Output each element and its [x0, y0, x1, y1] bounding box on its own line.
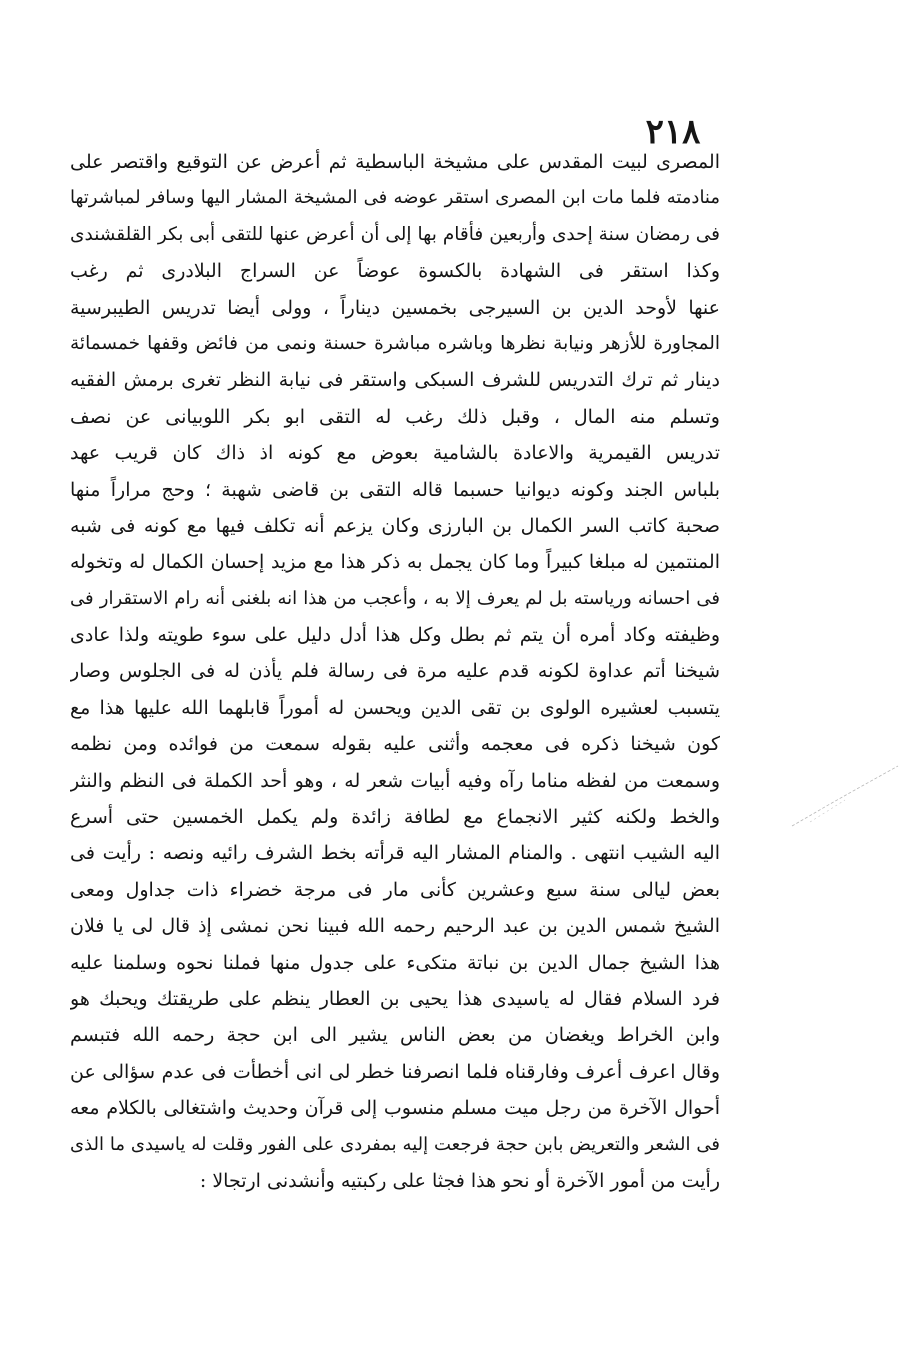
text-line: بلباس الجند وكونه ديوانيا حسبما قاله التقى بن قاضى شهبة ؛ وحج مراراً منها	[70, 478, 720, 501]
text-line: المصرى لبيت المقدس على مشيخة الباسطية ثم أعرض عن التوقيع واقتصر على	[70, 151, 720, 173]
text-line: وقال اعرف أعرف وفارقناه فلما انصرفنا خطر لى انى أخطأت فى عدم سؤالى عن	[70, 1060, 720, 1083]
text-line: فى احسانه ورياسته بل لم يعرف إلا به ، وأعجب من هذا انه بلغنى أنه رام الاستقرار فى	[70, 587, 720, 609]
text-line: منادمته فلما مات ابن المصرى استقر عوضه فى المشيخة المشار اليها وسافر لمباشرتها	[70, 187, 720, 209]
text-line: فى رمضان سنة إحدى وأربعين فأقام بها إلى أن أعرض عنها للتقى أبى بكر القلقشندى	[70, 223, 720, 245]
text-line: فرد السلام فقال له ياسيدى هذا يحيى بن العطار ينظم على طريقتك ويحبك هو	[70, 987, 720, 1010]
text-line: صحبة كاتب السر الكمال بن البارزى وكان يزعم أنه تكلف فيها مع كونه فى شبه	[70, 514, 720, 537]
body-text	[70, 144, 720, 1199]
text-line: وسمعت من لفظه مناما رآه وفيه أبيات شعر له ، وهو أحد الكملة فى النظم والنثر	[70, 769, 720, 792]
text-line: كون شيخنا ذكره فى معجمه وأثنى عليه بقوله سمعت من فوائده ومن نظمه	[70, 733, 720, 756]
text-line: تدريس القيمرية والاعادة بالشامية بعوض مع كونه اذ ذاك كان قريب عهد	[70, 442, 720, 465]
text-line: وابن الخراط ويغضان من بعض الناس يشير الى ابن حجة رحمه الله فتبسم	[70, 1024, 720, 1047]
paper-scratch-mark	[790, 760, 900, 830]
text-line: عنها لأوحد الدين بن السيرجى بخمسين ديناراً ، وولى أيضا تدريس الطيبرسية	[70, 296, 720, 319]
text-line: يتسبب لعشيره الولوى بن تقى الدين ويحسن له أموراً قابلهما الله عليها هذا مع	[70, 696, 720, 719]
text-line: وظيفته وكاد أمره أن يتم ثم بطل وكل هذا أدل دليل على سوء طويته ولذا عادى	[70, 624, 720, 647]
text-line: شيخنا أتم عداوة لكونه قدم عليه مرة فى رسالة فلم يأذن له فى الجلوس وصار	[70, 660, 720, 683]
text-line: هذا الشيخ جمال الدين بن نباتة متكىء على جدول منها فملنا نحوه وسلمنا عليه	[70, 951, 720, 974]
page-number: ٢١٨	[645, 112, 701, 152]
text-line: اليه الشيب انتهى . والمنام المشار اليه قرأته بخط الشرف رائيه ونصه : رأيت فى	[70, 842, 720, 865]
text-line: المجاورة للأزهر ونيابة نظرها وباشره مباشرة حسنة ونمى من فائض وقفها خمسمائة	[70, 332, 720, 354]
text-line: الشيخ شمس الدين بن عبد الرحيم رحمه الله فبينا نحن نمشى إذ قال لى يا فلان	[70, 915, 720, 938]
text-line: دينار ثم ترك التدريس للشرف السبكى واستقر فى نيابة النظر تغرى برمش الفقيه	[70, 369, 720, 392]
text-line: والخط ولكنه كثير الانجماع مع لطافة زائدة ولم يكمل الخمسين حتى أسرع	[70, 806, 720, 829]
text-line: رأيت من أمور الآخرة أو نحو هذا فجثا على ركبتيه وأنشدنى ارتجالا :	[199, 1169, 720, 1192]
text-line: فى الشعر والتعريض بابن حجة فرجعت إليه بمفردى على الفور وقلت له ياسيدى ما الذى	[70, 1133, 720, 1155]
text-line: وكذا استقر فى الشهادة بالكسوة عوضاً عن السراج البلادرى ثم رغب	[70, 260, 720, 283]
text-line: أحوال الآخرة من رجل ميت مسلم منسوب إلى قرآن وحديث واشتغالى بالكلام معه	[70, 1097, 720, 1120]
text-line: وتسلم منه المال ، وقبل ذلك رغب له التقى ابو بكر اللوبيانى عن نصف	[70, 405, 720, 428]
text-line: المنتمين له مبلغا كبيراً وما كان يجمل به ذكر هذا مع مزيد إحسان الكمال له وتخوله	[70, 551, 720, 574]
text-line: بعض ليالى سنة سبع وعشرين كأنى مار فى مرجة خضراء ذات جداول ومعى	[70, 878, 720, 901]
